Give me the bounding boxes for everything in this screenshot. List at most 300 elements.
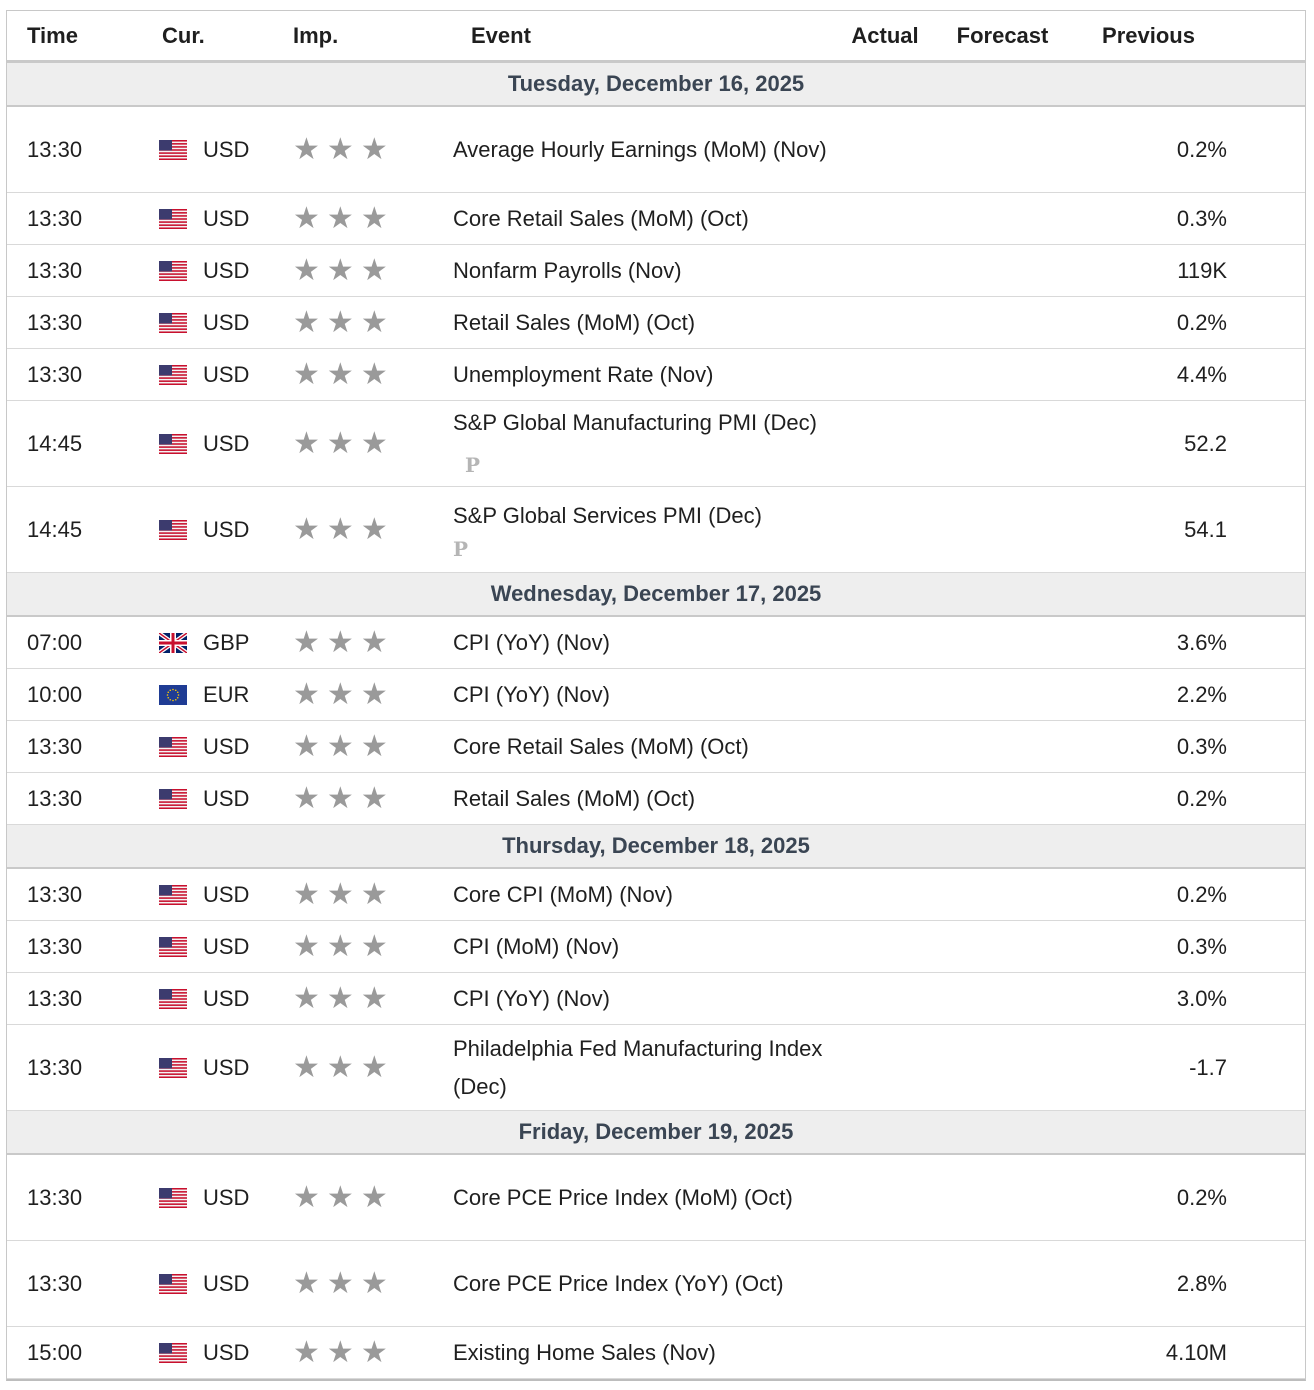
event-importance [273,773,451,825]
event-currency-cell [142,721,273,773]
event-name-cell[interactable] [451,1025,835,1111]
event-time: 13:30 [7,106,142,193]
us-flag-icon [159,261,187,281]
event-time: 13:30 [7,245,142,297]
star-icon: ★ [293,1335,320,1369]
day-header-row [7,825,1305,869]
event-name-cell[interactable] [451,245,835,297]
star-icon: ★ [360,877,388,911]
event-importance [273,616,451,669]
event-name[interactable]: Retail Sales (MoM) (Oct) [453,785,696,811]
event-previous: -1.7 [1070,1025,1227,1111]
event-previous: 3.0% [1070,973,1227,1025]
event-currency-cell [142,616,273,669]
star-icon: ★ [293,305,320,339]
event-name-cell[interactable] [451,973,835,1025]
event-importance [273,868,451,921]
event-name-cell[interactable] [451,669,835,721]
row-spacer [1227,868,1305,921]
importance-stars [293,1266,451,1300]
star-icon: ★ [293,1180,320,1214]
header-actual[interactable]: Actual [835,11,935,62]
us-flag-icon [159,1343,187,1363]
row-spacer [1227,106,1305,193]
star-icon: ★ [326,1335,354,1369]
event-actual [835,487,935,573]
star-icon: ★ [360,426,388,460]
event-importance [273,245,451,297]
currency-wrap [159,258,273,284]
event-time: 14:45 [7,401,142,487]
star-icon: ★ [326,201,354,235]
event-row[interactable] [7,773,1305,825]
importance-stars [293,512,451,546]
event-previous: 0.2% [1070,297,1227,349]
event-name[interactable]: Philadelphia Fed Manufacturing Index (Dec) [453,1035,823,1099]
event-row[interactable] [7,868,1305,921]
us-flag-icon [159,434,187,454]
event-currency-cell [142,773,273,825]
currency-wrap [159,682,273,708]
day-header-row [7,62,1305,107]
currency-code: USD [203,309,250,335]
importance-stars [293,677,451,711]
row-spacer [1227,1241,1305,1327]
event-currency-cell [142,297,273,349]
event-actual [835,193,935,245]
currency-wrap [159,734,273,760]
event-name-cell[interactable] [451,868,835,921]
currency-wrap [159,986,273,1012]
event-name-cell[interactable] [451,349,835,401]
event-currency-cell [142,193,273,245]
event-time: 15:00 [7,1327,142,1379]
event-forecast [935,193,1070,245]
event-previous: 119K [1070,245,1227,297]
event-forecast [935,921,1070,973]
event-name[interactable]: CPI (MoM) (Nov) [453,933,620,959]
event-row[interactable] [7,106,1305,193]
event-time: 13:30 [7,721,142,773]
importance-stars [293,357,451,391]
event-name[interactable]: Unemployment Rate (Nov) [453,361,714,387]
currency-code: USD [203,881,250,907]
currency-wrap [159,934,273,960]
star-icon: ★ [293,1050,320,1084]
economic-calendar [6,10,1306,1381]
event-currency-cell [142,868,273,921]
event-currency-cell [142,1025,273,1111]
star-icon: ★ [360,781,388,815]
event-importance [273,921,451,973]
star-icon: ★ [293,781,320,815]
event-name-cell[interactable] [451,297,835,349]
row-spacer [1227,773,1305,825]
row-spacer [1227,616,1305,669]
star-icon: ★ [293,426,320,460]
star-icon: ★ [326,357,354,391]
event-previous: 0.2% [1070,106,1227,193]
calendar-body [7,62,1305,1379]
event-time: 14:45 [7,487,142,573]
currency-wrap [159,362,273,388]
star-icon: ★ [293,677,320,711]
currency-wrap [159,310,273,336]
header-previous[interactable]: Previous [1070,11,1227,62]
event-actual [835,721,935,773]
star-icon: ★ [360,132,388,166]
event-row[interactable] [7,1241,1305,1327]
event-row[interactable] [7,193,1305,245]
header-spacer [1227,11,1305,62]
currency-wrap [159,882,273,908]
event-previous: 0.3% [1070,193,1227,245]
star-icon: ★ [360,625,388,659]
event-row[interactable] [7,1154,1305,1241]
event-forecast [935,401,1070,487]
event-name-cell[interactable] [451,193,835,245]
event-forecast [935,973,1070,1025]
event-actual [835,401,935,487]
star-icon: ★ [326,253,354,287]
us-flag-icon [159,313,187,333]
event-previous: 54.1 [1070,487,1227,573]
currency-code: USD [203,1339,250,1365]
uk-flag-icon [159,633,187,653]
currency-wrap [159,630,273,656]
currency-code: USD [203,136,250,162]
star-icon: ★ [326,981,354,1015]
currency-wrap [159,517,273,543]
event-currency-cell [142,1241,273,1327]
event-currency-cell [142,973,273,1025]
event-name-cell[interactable] [451,921,835,973]
star-icon: ★ [360,1335,388,1369]
event-previous: 0.2% [1070,1154,1227,1241]
event-row[interactable] [7,921,1305,973]
currency-code: USD [203,361,250,387]
header-currency[interactable]: Cur. [142,11,273,62]
event-row[interactable] [7,616,1305,669]
event-actual [835,349,935,401]
event-actual [835,921,935,973]
currency-code: USD [203,933,250,959]
star-icon: ★ [326,512,354,546]
event-row[interactable] [7,973,1305,1025]
event-row[interactable] [7,349,1305,401]
event-forecast [935,245,1070,297]
event-time: 13:30 [7,297,142,349]
day-label: Thursday, December 18, 2025 [7,825,1305,869]
star-icon: ★ [326,1050,354,1084]
event-previous: 0.3% [1070,921,1227,973]
star-icon: ★ [360,357,388,391]
currency-wrap [159,1340,273,1366]
row-spacer [1227,245,1305,297]
currency-code: USD [203,257,250,283]
event-name-cell[interactable] [451,616,835,669]
row-spacer [1227,1327,1305,1379]
row-spacer [1227,973,1305,1025]
us-flag-icon [159,937,187,957]
event-time: 13:30 [7,1025,142,1111]
event-row[interactable] [7,297,1305,349]
row-spacer [1227,1025,1305,1111]
event-actual [835,616,935,669]
header-event[interactable]: Event [451,11,835,62]
star-icon: ★ [360,929,388,963]
row-spacer [1227,487,1305,573]
event-forecast [935,773,1070,825]
event-row[interactable] [7,245,1305,297]
event-previous: 0.2% [1070,868,1227,921]
event-name[interactable]: Average Hourly Earnings (MoM) (Nov) [453,136,827,162]
importance-stars [293,1335,451,1369]
event-row[interactable] [7,1327,1305,1379]
row-spacer [1227,921,1305,973]
event-importance [273,721,451,773]
row-spacer [1227,193,1305,245]
us-flag-icon [159,365,187,385]
star-icon: ★ [326,1180,354,1214]
event-forecast [935,297,1070,349]
row-spacer [1227,721,1305,773]
event-time: 13:30 [7,868,142,921]
header-importance[interactable]: Imp. [273,11,451,62]
event-importance [273,1025,451,1111]
event-name[interactable]: Core Retail Sales (MoM) (Oct) [453,205,749,231]
row-spacer [1227,349,1305,401]
importance-stars [293,253,451,287]
importance-stars [293,729,451,763]
event-name-cell[interactable] [451,1327,835,1379]
event-forecast [935,1025,1070,1111]
event-name-cell[interactable] [451,721,835,773]
event-actual [835,669,935,721]
event-currency-cell [142,349,273,401]
event-time: 13:30 [7,349,142,401]
event-currency-cell [142,921,273,973]
event-previous: 3.6% [1070,616,1227,669]
star-icon: ★ [360,981,388,1015]
currency-wrap [159,1271,273,1297]
event-importance [273,1241,451,1327]
event-name[interactable]: Retail Sales (MoM) (Oct) [453,309,696,335]
star-icon: ★ [293,512,320,546]
event-row[interactable] [7,669,1305,721]
event-actual [835,245,935,297]
event-currency-cell [142,1154,273,1241]
event-actual [835,106,935,193]
header-forecast[interactable]: Forecast [935,11,1070,62]
event-previous: 2.8% [1070,1241,1227,1327]
star-icon: ★ [293,132,320,166]
us-flag-icon [159,140,187,160]
importance-stars [293,1050,451,1084]
event-importance [273,401,451,487]
star-icon: ★ [293,929,320,963]
currency-wrap [159,431,273,457]
preliminary-badge-icon: P [453,536,469,561]
currency-code: EUR [203,681,250,707]
currency-code: USD [203,516,250,542]
star-icon: ★ [293,253,320,287]
event-name[interactable]: Core CPI (MoM) (Nov) [453,881,674,907]
star-icon: ★ [360,305,388,339]
us-flag-icon [159,1274,187,1294]
us-flag-icon [159,1188,187,1208]
day-label: Friday, December 19, 2025 [7,1111,1305,1155]
importance-stars [293,132,451,166]
row-spacer [1227,669,1305,721]
event-actual [835,773,935,825]
currency-code: USD [203,205,250,231]
star-icon: ★ [293,981,320,1015]
event-row[interactable] [7,721,1305,773]
calendar-table [7,11,1305,1379]
star-icon: ★ [326,729,354,763]
star-icon: ★ [293,625,320,659]
event-time: 13:30 [7,1154,142,1241]
event-name[interactable]: Existing Home Sales (Nov) [453,1339,716,1365]
star-icon: ★ [326,1266,354,1300]
currency-wrap [159,1055,273,1081]
eu-flag-icon [159,685,187,705]
importance-stars [293,625,451,659]
currency-code: USD [203,985,250,1011]
event-forecast [935,349,1070,401]
event-previous: 0.2% [1070,773,1227,825]
us-flag-icon [159,885,187,905]
event-actual [835,973,935,1025]
event-name[interactable]: Core PCE Price Index (MoM) (Oct) [453,1184,793,1210]
event-importance [273,1154,451,1241]
event-time: 13:30 [7,773,142,825]
importance-stars [293,305,451,339]
us-flag-icon [159,737,187,757]
event-name-cell[interactable] [451,773,835,825]
event-currency-cell [142,487,273,573]
us-flag-icon [159,520,187,540]
importance-stars [293,981,451,1015]
event-importance [273,193,451,245]
currency-wrap [159,137,273,163]
star-icon: ★ [326,132,354,166]
star-icon: ★ [293,1266,320,1300]
star-icon: ★ [360,1180,388,1214]
header-row [7,11,1305,62]
event-name[interactable]: Core PCE Price Index (YoY) (Oct) [453,1270,784,1296]
currency-wrap [159,786,273,812]
day-label: Wednesday, December 17, 2025 [7,573,1305,617]
event-name[interactable]: Nonfarm Payrolls (Nov) [453,257,682,283]
star-icon: ★ [326,677,354,711]
event-name[interactable]: S&P Global Manufacturing PMI (Dec) [453,409,817,435]
star-icon: ★ [360,201,388,235]
event-actual [835,1154,935,1241]
day-label: Tuesday, December 16, 2025 [7,62,1305,107]
day-header-row [7,573,1305,617]
star-icon: ★ [326,929,354,963]
event-row[interactable] [7,487,1305,573]
event-name-cell[interactable] [451,487,835,573]
star-icon: ★ [326,305,354,339]
event-previous: 0.3% [1070,721,1227,773]
event-currency-cell [142,669,273,721]
event-name[interactable]: Core Retail Sales (MoM) (Oct) [453,733,749,759]
star-icon: ★ [293,357,320,391]
event-importance [273,973,451,1025]
event-forecast [935,487,1070,573]
event-actual [835,1327,935,1379]
event-previous: 4.4% [1070,349,1227,401]
event-name-cell[interactable] [451,401,835,487]
day-header-row [7,1111,1305,1155]
event-time: 10:00 [7,669,142,721]
event-name-cell[interactable] [451,1241,835,1327]
us-flag-icon [159,989,187,1009]
us-flag-icon [159,209,187,229]
preliminary-badge-icon: P [465,452,481,477]
event-name-cell[interactable] [451,106,835,193]
event-forecast [935,721,1070,773]
event-currency-cell [142,106,273,193]
importance-stars [293,929,451,963]
event-time: 13:30 [7,973,142,1025]
importance-stars [293,781,451,815]
event-forecast [935,1241,1070,1327]
event-actual [835,297,935,349]
star-icon: ★ [360,1266,388,1300]
event-name[interactable]: CPI (YoY) (Nov) [453,985,610,1011]
importance-stars [293,426,451,460]
event-time: 13:30 [7,193,142,245]
currency-code: USD [203,733,250,759]
event-currency-cell [142,245,273,297]
star-icon: ★ [360,512,388,546]
currency-code: USD [203,1054,250,1080]
currency-code: GBP [203,629,250,655]
header-time[interactable]: Time [7,11,142,62]
star-icon: ★ [326,426,354,460]
star-icon: ★ [326,625,354,659]
event-row[interactable] [7,401,1305,487]
star-icon: ★ [326,781,354,815]
currency-wrap [159,206,273,232]
event-currency-cell [142,401,273,487]
star-icon: ★ [293,729,320,763]
event-actual [835,1241,935,1327]
event-name[interactable]: CPI (YoY) (Nov) [453,629,610,655]
event-importance [273,297,451,349]
event-actual [835,1025,935,1111]
currency-code: USD [203,430,250,456]
importance-stars [293,877,451,911]
importance-stars [293,201,451,235]
event-actual [835,868,935,921]
event-forecast [935,868,1070,921]
event-name-cell[interactable] [451,1154,835,1241]
us-flag-icon [159,1058,187,1078]
currency-wrap [159,1185,273,1211]
star-icon: ★ [326,877,354,911]
event-name[interactable]: S&P Global Services PMI (Dec) [453,502,762,528]
star-icon: ★ [293,201,320,235]
importance-stars [293,1180,451,1214]
event-row[interactable] [7,1025,1305,1111]
event-name[interactable]: CPI (YoY) (Nov) [453,681,610,707]
event-importance [273,349,451,401]
